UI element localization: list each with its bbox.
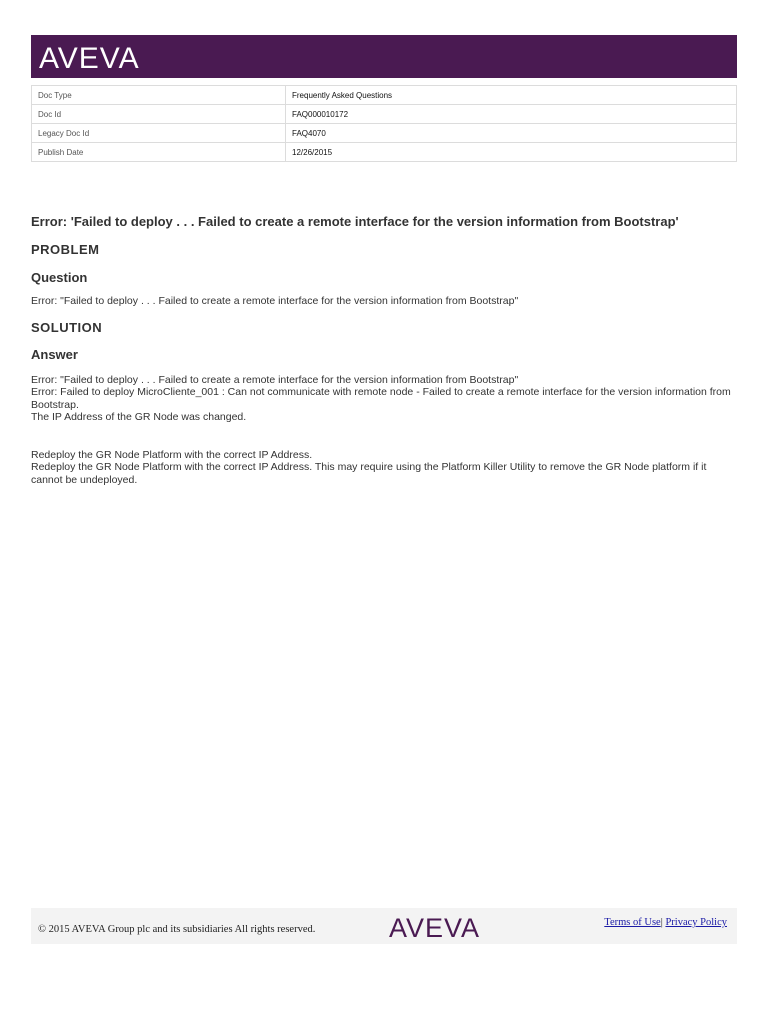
privacy-policy-link[interactable]: Privacy Policy: [665, 917, 727, 928]
answer-block: [31, 374, 737, 424]
link-separator: |: [660, 917, 663, 928]
meta-row-doc-id: [32, 105, 737, 124]
copyright-text: © 2015 AVEVA Group plc and its subsidiaries All rights reserved.: [38, 924, 316, 935]
svg-text:AVEVA: AVEVA: [39, 42, 140, 72]
terms-of-use-link[interactable]: Terms of Use: [604, 917, 661, 928]
meta-value: FAQ4070: [286, 124, 737, 143]
problem-heading: PROBLEM: [31, 242, 100, 257]
solution-heading: SOLUTION: [31, 319, 103, 335]
meta-key: Doc Type: [32, 86, 286, 105]
meta-value: Frequently Asked Questions: [286, 86, 737, 105]
header-banner: [31, 35, 737, 78]
question-text: Error: "Failed to deploy . . . Failed to create a remote interface for the version information from Bootstrap": [31, 295, 519, 307]
resolution-line: Redeploy the GR Node Platform with the correct IP Address.: [31, 448, 313, 461]
answer-line: Error: Failed to deploy MicroCliente_001 : Can not communicate with remote node - Failed to create a remote interface for the version information from Bootstrap.: [31, 386, 731, 411]
page-footer: [31, 908, 737, 944]
answer-line: Error: "Failed to deploy . . . Failed to create a remote interface for the version information from Bootstrap": [31, 373, 519, 386]
meta-row-legacy-doc-id: [32, 124, 737, 143]
article-content: [31, 213, 737, 486]
document-metadata-table: [31, 85, 737, 162]
answer-line: The IP Address of the GR Node was changed.: [31, 411, 247, 423]
aveva-logo: [39, 42, 179, 72]
svg-text:AVEVA: AVEVA: [389, 914, 481, 940]
resolution-line: Redeploy the GR Node Platform with the correct IP Address. This may require using the Platform Killer Utility to remove the GR Node platform if it cannot be undeployed.: [31, 461, 707, 486]
meta-key: Legacy Doc Id: [32, 124, 286, 143]
footer-aveva-logo: [389, 914, 499, 940]
question-heading: Question: [31, 270, 88, 285]
resolution-block: [31, 449, 737, 487]
article-title: Error: 'Failed to deploy . . . Failed to create a remote interface for the version information from Bootstrap': [31, 214, 679, 229]
meta-key: Doc Id: [32, 105, 286, 124]
footer-links: [604, 917, 727, 928]
answer-heading: Answer: [31, 346, 78, 362]
meta-value: 12/26/2015: [286, 143, 737, 162]
meta-value: FAQ000010172: [286, 105, 737, 124]
meta-key: Publish Date: [32, 143, 286, 162]
meta-row-doc-type: [32, 86, 737, 105]
meta-row-publish-date: [32, 143, 737, 162]
